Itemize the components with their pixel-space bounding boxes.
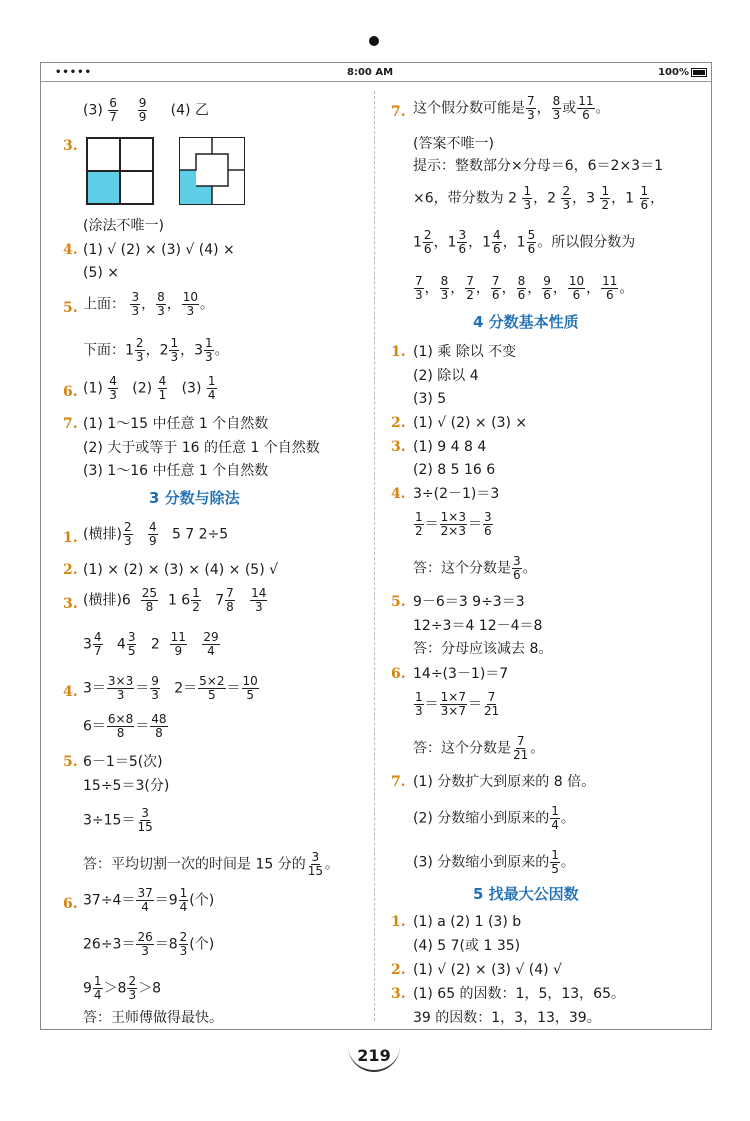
fraction: $\frac{26}{3}$ [137,930,153,958]
status-time: 8:00 AM [347,67,394,78]
fraction: $\frac{7}{3}$ [415,274,423,302]
answer-line: (1) √ (2) × (3) × [413,415,528,431]
fraction: $\frac{25}{8}$ [141,586,158,614]
note: (答案不唯一) [413,136,494,152]
fraction: $\frac{4}{9}$ [148,520,157,548]
fraction: $\frac{3}{15}$ [137,806,153,834]
square-grid-b [179,137,245,205]
puzzle-shape [180,138,244,204]
fraction: $\frac{14}{3}$ [251,586,267,614]
answer-line: (2) 分数缩小到原来的 $\frac{1}{4}$ 。 [413,804,575,832]
question-number: 7. [391,774,406,790]
fraction: $\frac{11}{6}$ [602,274,618,302]
answer-line: (1) × (2) × (3) × (4) × (5) √ [83,562,279,578]
fraction: $\frac{1}{4}$ [93,974,102,1002]
section-heading: 3 分数与除法 [149,489,240,507]
question-number: 6. [63,384,78,400]
answer-line: (3) 分数缩小到原来的 $\frac{1}{5}$ 。 [413,848,575,876]
fraction: $\frac{10}{3}$ [182,290,199,318]
fraction: $\frac{48}{8}$ [151,712,167,740]
answer-line: 答：平均切割一次的时间是 15 分的 $\frac{3}{15}$ 。 [83,850,339,878]
status-bar [41,63,711,83]
hint-line: 1 $\frac{2}{6}$ ，1 $\frac{3}{6}$ ，1 $\frac{4}{6}$ ，1 $\frac{5}{6}$ 。所以假分数为 [413,228,636,256]
answer-line: 3＝ $\frac{3\times 3}{3}$ ＝ $\frac{9}{3}$ 2＝ $\frac{5\times 2}{5}$ ＝ $\frac{10}{5}$ [83,674,258,702]
answer-line: (1) 乘 除以 不变 [413,344,517,360]
fraction: $\frac{1}{3}$ [205,336,213,364]
fraction: $\frac{1}{2}$ [192,586,200,614]
answer-line: 39 的因数：1，3，13，39。 [413,1010,601,1026]
fraction: $\frac{10}{5}$ [242,674,258,702]
answer-line: (1) √ (2) × (3) √ (4) √ [413,962,562,978]
fraction: $\frac{2}{3}$ [135,336,144,364]
answer-line: 3÷(2－1)＝3 [413,486,500,502]
fraction: $\frac{9}{9}$ [138,96,147,124]
fraction: $\frac{1}{2}$ [601,184,610,212]
answer-line: 14÷(3－1)＝7 [413,666,509,682]
answer-line: (1) 9 4 8 4 [413,439,487,455]
fraction: $\frac{1}{4}$ [207,374,216,402]
answer-line: 答：分母应该减去 8。 [413,641,553,657]
answer-line: 9 $\frac{1}{4}$ ＞8 $\frac{2}{3}$ ＞8 [83,974,162,1002]
fraction: $\frac{5}{6}$ [527,228,536,256]
fraction: $\frac{2}{3}$ [123,520,132,548]
answer-line: (1) a (2) 1 (3) b [413,914,522,930]
answer-line: (1) $\frac{4}{3}$ (2) $\frac{4}{1}$ (3) $\frac{1}{4}$ [83,374,216,402]
fraction: $\frac{7}{3}$ [527,94,535,122]
answer-line: (3) 5 [413,391,447,407]
fraction: $\frac{3}{15}$ [307,850,323,878]
section-heading: 4 分数基本性质 [473,313,579,331]
fraction: $\frac{1}{3}$ [415,690,423,718]
fraction: $\frac{8}{3}$ [440,274,449,302]
fraction: $\frac{7}{6}$ [491,274,500,302]
fraction: $\frac{37}{4}$ [137,886,153,914]
question-number: 1. [63,530,78,546]
fraction: $\frac{4}{3}$ [109,374,117,402]
answer-line: (2) 除以 4 [413,368,479,384]
question-number: 3. [391,439,406,455]
fraction: $\frac{3}{5}$ [127,630,136,658]
fraction: $\frac{7}{21}$ [483,690,500,718]
answer-line: 3 $\frac{4}{7}$ 4 $\frac{3}{5}$ 2 $\frac{11}{9}$ $\frac{29}{4}$ [83,630,219,658]
section-heading: 5 找最大公因数 [473,885,579,903]
answer-line: 3÷15＝ $\frac{3}{15}$ [83,806,153,834]
fraction: $\frac{1}{4}$ [179,886,188,914]
answer-line: 下面：1 $\frac{2}{3}$ ，2 $\frac{1}{3}$ ，3 $\frac{1}{3}$ 。 [83,336,229,364]
question-number: 5. [391,594,406,610]
signal-icon: ••••• [55,67,92,78]
square-grid-a [86,137,154,205]
label: (3) [83,102,103,119]
answer-line: (2) 大于或等于 16 的任意 1 个自然数 [83,440,320,456]
fraction: $\frac{4}{6}$ [493,228,501,256]
question-number: 7. [63,416,78,432]
fraction: $\frac{1}{5}$ [551,848,559,876]
fraction: $\frac{9}{3}$ [151,674,159,702]
fraction: $\frac{6}{7}$ [109,96,117,124]
fraction: $\frac{8}{3}$ [157,290,165,318]
hint-line: 提示：整数部分×分母＝6，6＝2×3＝1 [413,158,663,174]
fraction: $\frac{2}{3}$ [562,184,571,212]
fraction: $\frac{29}{4}$ [203,630,219,658]
answer-line: 6－1＝5(次) [83,754,163,770]
fraction: $\frac{11}{9}$ [170,630,186,658]
question-number: 5. [63,754,78,770]
question-number: 3. [63,138,78,154]
question-number: 4. [63,242,78,258]
question-number: 2. [63,562,78,578]
tablet-screen [40,62,712,1030]
fraction: $\frac{3}{3}$ [131,290,140,318]
question-number: 4. [63,684,78,700]
answer-line: 答：王师傅做得最快。 [83,1010,223,1026]
answer-line: 上面： $\frac{3}{3}$ ， $\frac{8}{3}$ ， $\frac{10}{3}$ 。 [83,290,215,318]
answer-line: 26÷3＝ $\frac{26}{3}$ ＝8 $\frac{2}{3}$ (个) [83,930,215,958]
fraction: $\frac{3}{6}$ [458,228,467,256]
fraction: $\frac{11}{6}$ [578,94,594,122]
hint-line: ×6，带分数为 2 $\frac{1}{3}$ ，2 $\frac{2}{3}$ ，3 $\frac{1}{2}$ ，1 $\frac{1}{6}$ ， [413,184,665,212]
fraction: $\frac{9}{6}$ [543,274,551,302]
question-number: 1. [391,344,406,360]
question-number: 2. [391,415,406,431]
camera-dot [369,36,379,46]
fraction: $\frac{1}{3}$ [523,184,532,212]
question-number: 5. [63,300,78,316]
fraction: $\frac{1}{3}$ [170,336,179,364]
answer-line [83,97,209,124]
question-number: 1. [391,914,406,930]
fraction: $\frac{3}{6}$ [513,554,521,582]
fraction: $\frac{1}{6}$ [640,184,649,212]
fraction: $\frac{1}{2}$ [415,510,423,538]
answer-line: 答：这个分数是 $\frac{7}{21}$ 。 [413,734,545,762]
fraction: $\frac{1}{4}$ [551,804,559,832]
fraction: $\frac{10}{6}$ [568,274,585,302]
fraction: $\frac{5\times 2}{5}$ [199,674,225,702]
fraction: $\frac{7}{2}$ [466,274,474,302]
fraction: $\frac{3\times 3}{3}$ [107,674,134,702]
fraction: $\frac{7}{21}$ [513,734,529,762]
answer-line: (横排) $\frac{2}{3}$ $\frac{4}{9}$ 5 7 2÷5 [83,520,229,548]
fraction: $\frac{4}{1}$ [158,374,167,402]
answer-line: 37÷4＝ $\frac{37}{4}$ ＝9 $\frac{1}{4}$ (个) [83,886,215,914]
fraction: $\frac{2}{3}$ [128,974,137,1002]
status-divider [41,81,711,82]
answer-line: (横排)6 $\frac{25}{8}$ 1 6 $\frac{1}{2}$ 7 $\frac{7}{8}$ $\frac{14}{3}$ [83,586,267,614]
answer-line: 6＝ $\frac{6\times 8}{8}$ ＝ $\frac{48}{8}$ [83,712,167,740]
answer-line: (2) 8 5 16 6 [413,462,496,478]
fraction: $\frac{8}{3}$ [552,94,561,122]
fraction: $\frac{3}{6}$ [483,510,492,538]
page-number: 219 [348,1038,400,1074]
fraction: $\frac{4}{7}$ [93,630,102,658]
answer-line: 这个假分数可能是 $\frac{7}{3}$ ， $\frac{8}{3}$ 或 $\frac{11}{6}$ 。 [413,94,610,122]
answer-line: $\frac{1}{2}$ ＝ $\frac{1\times 3}{2\times 3}$ ＝ $\frac{3}{6}$ [415,510,492,538]
answer-line: $\frac{1}{3}$ ＝ $\frac{1\times 7}{3\times 7}$ ＝ $\frac{7}{21}$ [415,690,500,718]
answer-line: (5) × [83,265,120,281]
fraction: $\frac{1\times 3}{2\times 3}$ [440,510,466,538]
fraction: $\frac{1\times 7}{3\times 7}$ [440,690,466,718]
label: (4) 乙 [170,102,209,119]
column-divider [374,91,375,1021]
answer-line: (3) 1～16 中任意 1 个自然数 [83,463,269,479]
battery-percent: 100% [658,67,689,78]
answer-line: 15÷5＝3(分) [83,778,170,794]
question-number: 3. [391,986,406,1002]
answer-line: (4) 5 7(或 1 35) [413,938,521,954]
answer-line: 12÷3＝4 12－4＝8 [413,618,543,634]
question-number: 4. [391,486,406,502]
battery-icon [691,68,707,77]
question-number: 6. [63,896,78,912]
fraction: $\frac{6\times 8}{8}$ [107,712,134,740]
note: (涂法不唯一) [83,218,164,234]
fraction: $\frac{8}{6}$ [517,274,526,302]
question-number: 6. [391,666,406,682]
answer-line: (1) √ (2) × (3) √ (4) × [83,242,235,258]
question-number: 7. [391,104,406,120]
shaded-cell [87,171,120,204]
question-number: 3. [63,596,78,612]
answer-line: (1) 1～15 中任意 1 个自然数 [83,416,269,432]
fraction: $\frac{7}{8}$ [226,586,234,614]
question-number: 2. [391,962,406,978]
answer-line: 答：这个分数是 $\frac{3}{6}$ 。 [413,554,537,582]
answer-line: (1) 65 的因数：1，5，13，65。 [413,986,625,1002]
fraction: $\frac{2}{6}$ [423,228,432,256]
answer-line: 9－6＝3 9÷3＝3 [413,594,525,610]
answer-line: (1) 分数扩大到原来的 8 倍。 [413,774,596,790]
fraction-list: $\frac{7}{3}$ ， $\frac{8}{3}$ ， $\frac{7}{2}$ ， $\frac{7}{6}$ ， $\frac{8}{6}$ ， $\frac{9}{6}$ ， $\frac{10}{6}$ ， $\frac{11}{6}$ 。 [415,274,634,302]
fraction: $\frac{2}{3}$ [179,930,188,958]
